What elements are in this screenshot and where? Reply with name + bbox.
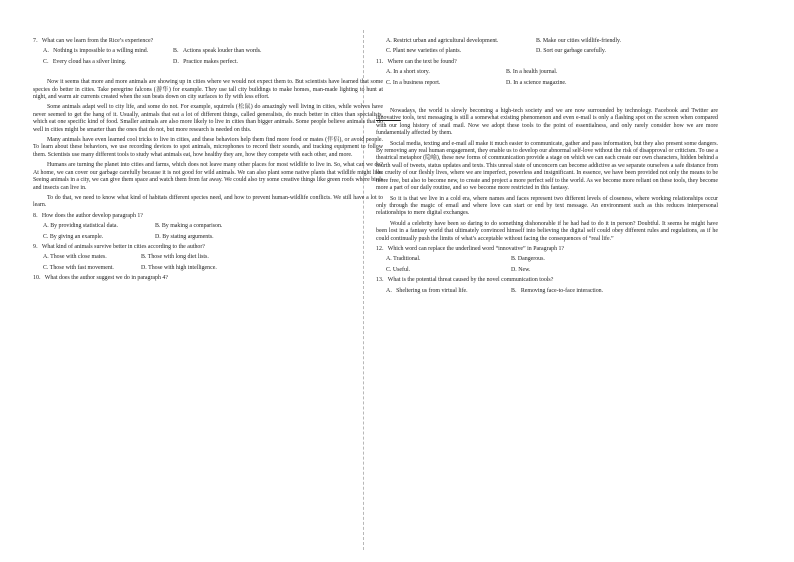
right-column xyxy=(376,38,718,298)
question-10-option-a: A. Restrict urban and agricultural development. xyxy=(386,38,499,44)
question-11-option-a: A. In a short story. xyxy=(386,69,430,76)
question-11-option-c: C. In a business report. xyxy=(386,79,441,86)
question-9-options-row-1 xyxy=(33,254,383,261)
question-11-option-d: D. In a science magazine. xyxy=(506,79,567,86)
question-11-options-row-1 xyxy=(376,69,718,76)
question-7-stem: 7．What can we learn from the Rice’s experience? xyxy=(33,38,154,44)
question-7-option-b: B．Actions speak louder than words. xyxy=(173,48,262,55)
question-9-option-a: A. Those with close mates. xyxy=(43,254,107,261)
question-8-option-b: B. By making a comparison. xyxy=(155,223,223,230)
question-7-option-d: D．Practice makes perfect. xyxy=(173,58,238,65)
question-10-option-d: D. Sort our garbage carefully. xyxy=(536,48,606,55)
question-12-option-a: A. Traditional. xyxy=(386,256,421,263)
question-12-option-d: D. New. xyxy=(511,266,531,273)
question-8-option-c: C. By giving an example. xyxy=(43,233,104,240)
passage-b-paragraph-4: Would a celebrity have been so daring to do something dishonorable if he had had to do it in person? Doubtful. It seems he might have been lost in a fantasy world that ultimately convinced himself into believing the digital self could obey different rules and regulations, as if he could continually push the limits of what’s acceptable without facing the consequences of “real life.” xyxy=(376,220,718,242)
question-8-options-row-2 xyxy=(33,234,383,241)
passage-paragraph-3: Many animals have even learned cool tricks to live in cities, and these behaviors help them find more food or mates (伴侣), or avoid people. To learn about these behaviors, we use recording devices to spot animals, microphones to record their sounds, and tracking equipment to follow them. Scientists use many different tools to study what animals eat, how healthy they are, how they compete with each other, and more. xyxy=(33,137,383,158)
passage-paragraph-2: Some animals adapt well to city life, and some do not. For example, squirrels (松鼠) do amazingly well living in cities, while wolves have never seemed to get the hang of it. Usually, animals that eat a lot of different things, called generalists, do much better in cities than specialists, which eat one specific kind of food. Smaller animals are also more likely to live in cities than bigger animals. Some people believe animals that do well in cities might be smarter than the ones that do not, but more research is needed on this. xyxy=(33,104,383,133)
passage-paragraph-4: Humans are turning the planet into cities and farms, which does not leave many other places for most wildlife to live in. So, what can we do? At home, we can cover our garbage carefully because it is not good for wild animals. We can also plant some native plants that wildlife might like. Seeing animals in a city, we can give them space and watch them from far away. We could also try some creative things like green roofs where birds and insects can live in. xyxy=(33,162,383,191)
left-column xyxy=(33,38,383,286)
question-13-option-b: B．Removing face-to-face interaction. xyxy=(511,287,604,294)
question-11-stem: 11．Where can the text be found? xyxy=(376,58,457,65)
passage-b-paragraph-1 xyxy=(376,108,718,138)
question-9-options-row-2 xyxy=(33,265,383,272)
passage-b-paragraph-2: Social media, texting and e-mail all make it much easier to communicate, gather and pass information, but they also present some dangers. By removing any real human engagement, they enable us to develop our abnormal self-love without the risk of disapproval or criticism. To use a theatrical metaphor (隐喻), these new forms of communication provide a stage on which we can each create our own characters, hidden behind a fourth wall of tweets, status updates and texts. This unreal state of unconcern can become addictive as we separate ourselves a safe distance from the cruelty of our fleshly lives, where we are imperfect, powerless and insignificant. In essence, we have been provided not only the means to be more free, but also to become new, to create and project a more perfect self to the world. As we become more reliant on these tools, they become more a part of our daily routine, and so we become more restricted in this fantasy. xyxy=(376,140,718,192)
question-12-stem: 12．Which word can replace the underlined word “innovative” in Paragraph 1? xyxy=(376,245,565,252)
question-7-options-row-1 xyxy=(33,48,383,55)
question-13-options-row-1 xyxy=(376,288,718,295)
question-8-option-a: A. By providing statistical data. xyxy=(43,223,118,230)
passage-b-paragraph-1-before: Nowadays, the world is slowly becoming a high-tech society and we are now surrounded by technology. Facebook and Twitter are xyxy=(390,108,718,115)
question-12-options-row-1 xyxy=(376,256,718,263)
passage-b-paragraph-3: So it is that we live in a cold era, where names and faces represent two different levels of closeness, where working relationships occur only through the magic of email and where love can start or end by text message. An environment such as this reduces interpersonal relationships to mere digital exchanges. xyxy=(376,195,718,217)
passage-b-paragraph-1-after: tools, text messaging is still a somewhat existing phenomenon and even e-mail is only a flashing spot on the screen when compared with our long history of snail mail. Now we adopt these tools to the point of essentialness, and only rarely consider how we are more fundamentally affected by them. xyxy=(376,115,718,137)
question-8-options-row-1 xyxy=(33,223,383,230)
question-11-option-b: B. In a health journal. xyxy=(506,69,558,76)
question-7-option-c: C．Every cloud has a silver lining. xyxy=(43,58,127,65)
question-10-options-row-1 xyxy=(376,38,718,45)
question-7-option-a: A．Nothing is impossible to a willing mind. xyxy=(43,48,149,55)
question-12-options-row-2 xyxy=(376,267,718,274)
passage-paragraph-1: Now it seems that more and more animals are showing up in cities where we would not expect them to. But scientists have learned that some species do better in cities. Take peregrine falcons (游隼) for example. They use tall city buildings to make homes, man-made lighting to hunt at night, and warm air currents created when the sun beats down on city surfaces to fly with less effort. xyxy=(33,79,383,101)
question-10-option-c: C. Plant new varieties of plants. xyxy=(386,48,462,55)
question-11-options-row-2 xyxy=(376,80,718,87)
question-13-stem: 13．What is the potential threat caused by the novel communication tools? xyxy=(376,277,554,284)
question-9-option-d: D. Those with high intelligence. xyxy=(141,264,217,271)
question-7-options-row-2 xyxy=(33,59,383,66)
question-13-option-a: A．Sheltering us from virtual life. xyxy=(386,287,468,294)
underlined-word: innovative xyxy=(376,115,401,122)
question-12-option-b: B. Dangerous. xyxy=(511,256,545,263)
question-10-options-row-2 xyxy=(376,48,718,55)
question-9-option-c: C. Those with fast movement. xyxy=(43,264,114,271)
question-8-option-d: D. By stating arguments. xyxy=(155,233,214,240)
question-9-option-b: B. Those with long diet lists. xyxy=(141,254,209,261)
question-10-option-b: B. Make our cities wildlife-friendly. xyxy=(536,38,622,44)
passage-paragraph-5: To do that, we need to know what kind of habitats different species need, and how to prevent human-wildlife conflicts. We still have a lot to learn. xyxy=(33,194,383,209)
question-9-stem: 9．What kind of animals survive better in cities according to the author? xyxy=(33,243,205,250)
question-12-option-c: C. Useful. xyxy=(386,266,411,273)
question-10-stem: 10．What does the author suggest we do in paragraph 4? xyxy=(33,275,168,282)
question-8-stem: 8．How does the author develop paragraph 1? xyxy=(33,212,143,219)
